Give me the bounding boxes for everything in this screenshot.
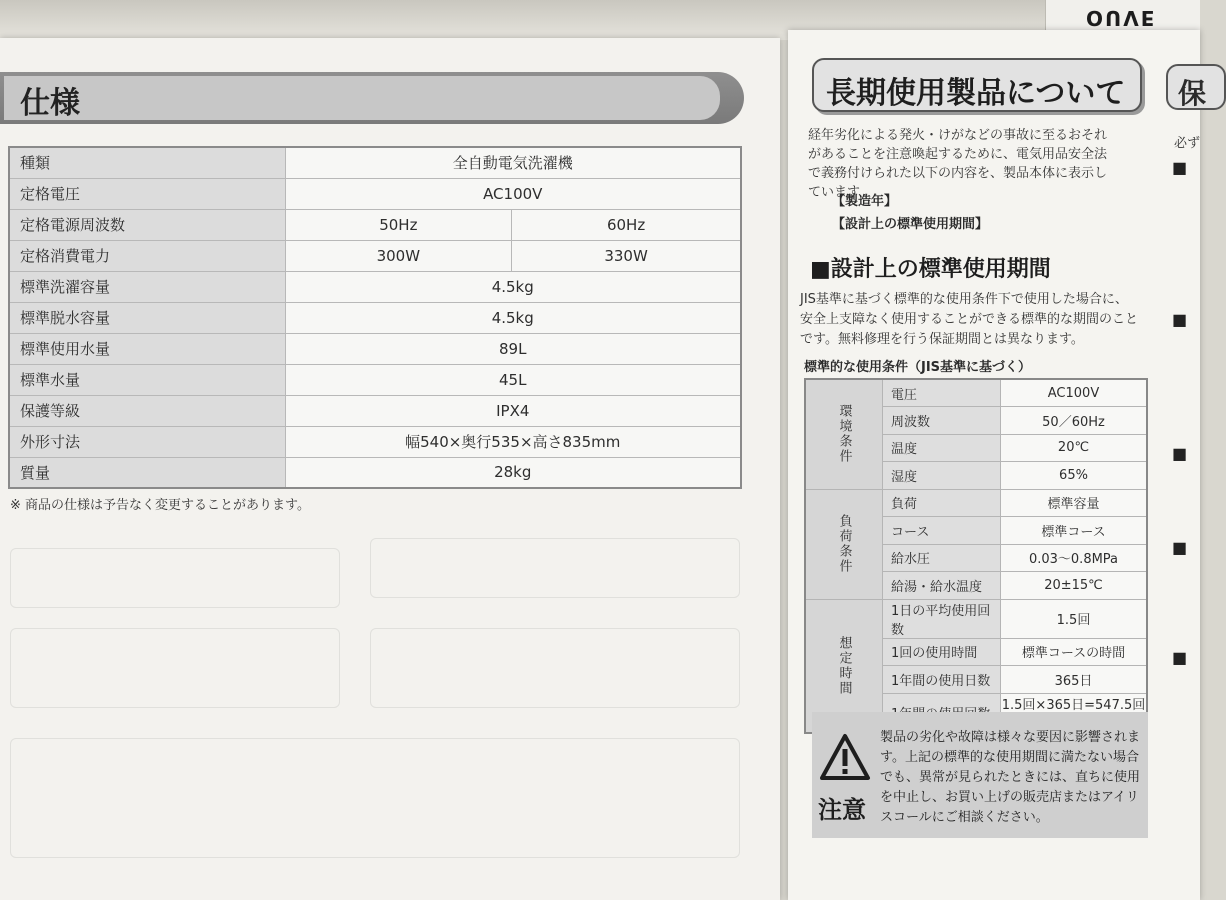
page-title: 仕様 [20,86,80,121]
spec-value: 4.5kg [285,302,741,333]
spec-value: 45L [285,364,741,395]
spec-value: 全自動電気洗濯機 [285,147,741,178]
table-row [9,364,741,395]
cond-value: 65% [1001,462,1148,490]
cond-value: 標準容量 [1001,489,1148,517]
header-bar-inner [4,76,720,120]
spec-label: 標準使用水量 [9,333,285,364]
group-environment: 環境条件 [805,379,883,489]
cond-value: 20℃ [1001,434,1148,462]
table-row [9,271,741,302]
table-row [9,302,741,333]
table-row [805,599,1147,638]
cond-label: 給湯・給水温度 [883,572,1001,600]
right-page [788,30,1207,900]
conditions-table [804,378,1148,734]
cond-label: 湿度 [883,462,1001,490]
spec-value: 幅540×奥行535×高さ835mm [285,426,741,457]
cond-label: 温度 [883,434,1001,462]
side-bullet: ■ [1172,538,1188,557]
spec-label: 定格電圧 [9,178,285,209]
cond-value: 365日 [1001,666,1148,694]
bracket-standard-period: 【設計上の標準使用期間】 [832,217,989,232]
section-title: 長期使用製品について [826,76,1126,111]
table-row [9,457,741,488]
spec-value-60hz: 330W [512,240,741,271]
spec-label: 保護等級 [9,395,285,426]
spec-label: 標準脱水容量 [9,302,285,333]
cond-value: 標準コースの時間 [1001,638,1148,666]
mirrored-text: OUVE [1086,6,1157,30]
spec-label: 定格消費電力 [9,240,285,271]
section-header-bar [0,72,744,124]
spec-label: 外形寸法 [9,426,285,457]
table-row [805,489,1147,517]
caution-text: 製品の劣化や故障は様々な要因に影響されます。上記の標準的な使用期間に満たない場合でも、異常が見られたときには、直ちに使用を中止し、お買い上げの販売店またはアイリスコールにご相談ください。 [880,730,1141,825]
spec-value-50hz: 50Hz [285,209,512,240]
underlying-paper [1045,0,1200,32]
cond-label: 電圧 [883,379,1001,407]
conditions-caption: 標準的な使用条件（JIS基準に基づく） [804,360,1032,375]
cond-value: 0.03～0.8MPa [1001,544,1148,572]
spec-table [8,146,742,489]
table-row [9,240,741,271]
caution-box [812,712,1148,838]
table-row [9,395,741,426]
table-row [9,333,741,364]
warning-triangle-icon [820,734,870,780]
spec-label: 質量 [9,457,285,488]
intro-paragraph: 経年劣化による発火・けがなどの事故に至るおそれがあることを注意喚起するために、電気用品安全法で義務付けられた以下の内容を、製品本体に表示しています [808,128,1108,200]
side-bullet: ■ [1172,158,1188,177]
cond-label: 負荷 [883,489,1001,517]
cond-label: コース [883,517,1001,545]
caution-label: 注意 [818,796,866,824]
cond-label: 1年間の使用日数 [883,666,1001,694]
left-page [0,38,780,900]
cond-label: 周波数 [883,407,1001,435]
cond-label: 1日の平均使用回数 [883,599,1001,638]
table-row [805,379,1147,407]
group-time: 想定時間 [805,599,883,733]
spec-note: ※ 商品の仕様は予告なく変更することがあります。 [10,498,310,513]
cond-value: 20±15℃ [1001,572,1148,600]
cond-value: 標準コース [1001,517,1148,545]
spec-value-60hz: 60Hz [512,209,741,240]
table-row [9,209,741,240]
cond-value: 1.5回×365日=547.5回 [1001,693,1148,733]
spec-label: 標準水量 [9,364,285,395]
side-bullet: ■ [1172,444,1188,463]
cond-label: 1回の使用時間 [883,638,1001,666]
cond-value: 1.5回 [1001,599,1148,638]
spec-label: 種類 [9,147,285,178]
cond-label: 給水圧 [883,544,1001,572]
bleed-through-box [370,628,740,708]
table-row [9,178,741,209]
subsection-title: ■設計上の標準使用期間 [810,257,1051,282]
next-section-title: 保 [1178,77,1207,110]
spec-label: 標準洗濯容量 [9,271,285,302]
spec-value: 89L [285,333,741,364]
cond-value: 50／60Hz [1001,407,1148,435]
spec-value-50hz: 300W [285,240,512,271]
subsection-body: JIS基準に基づく標準的な使用条件下で使用した場合に、安全上支障なく使用することができる標準的な期間のことです。無料修理を行う保証期間とは異なります。 [800,292,1139,347]
bracket-manufacture-year: 【製造年】 [832,194,898,209]
group-load: 負荷条件 [805,489,883,599]
side-snippet: 必ず [1174,136,1201,151]
bleed-through-box [370,538,740,598]
spec-label: 定格電源周波数 [9,209,285,240]
spec-value: IPX4 [285,395,741,426]
side-bullet: ■ [1172,648,1188,667]
bleed-through-box [10,738,740,858]
table-row [9,147,741,178]
next-section-header [1166,64,1226,110]
side-bullet: ■ [1172,310,1188,329]
bleed-through-box [10,548,340,608]
cond-value: AC100V [1001,379,1148,407]
table-row [9,426,741,457]
bleed-through-box [10,628,340,708]
spec-value: 28kg [285,457,741,488]
long-term-use-header [812,58,1142,112]
spec-value: 4.5kg [285,271,741,302]
spec-value: AC100V [285,178,741,209]
